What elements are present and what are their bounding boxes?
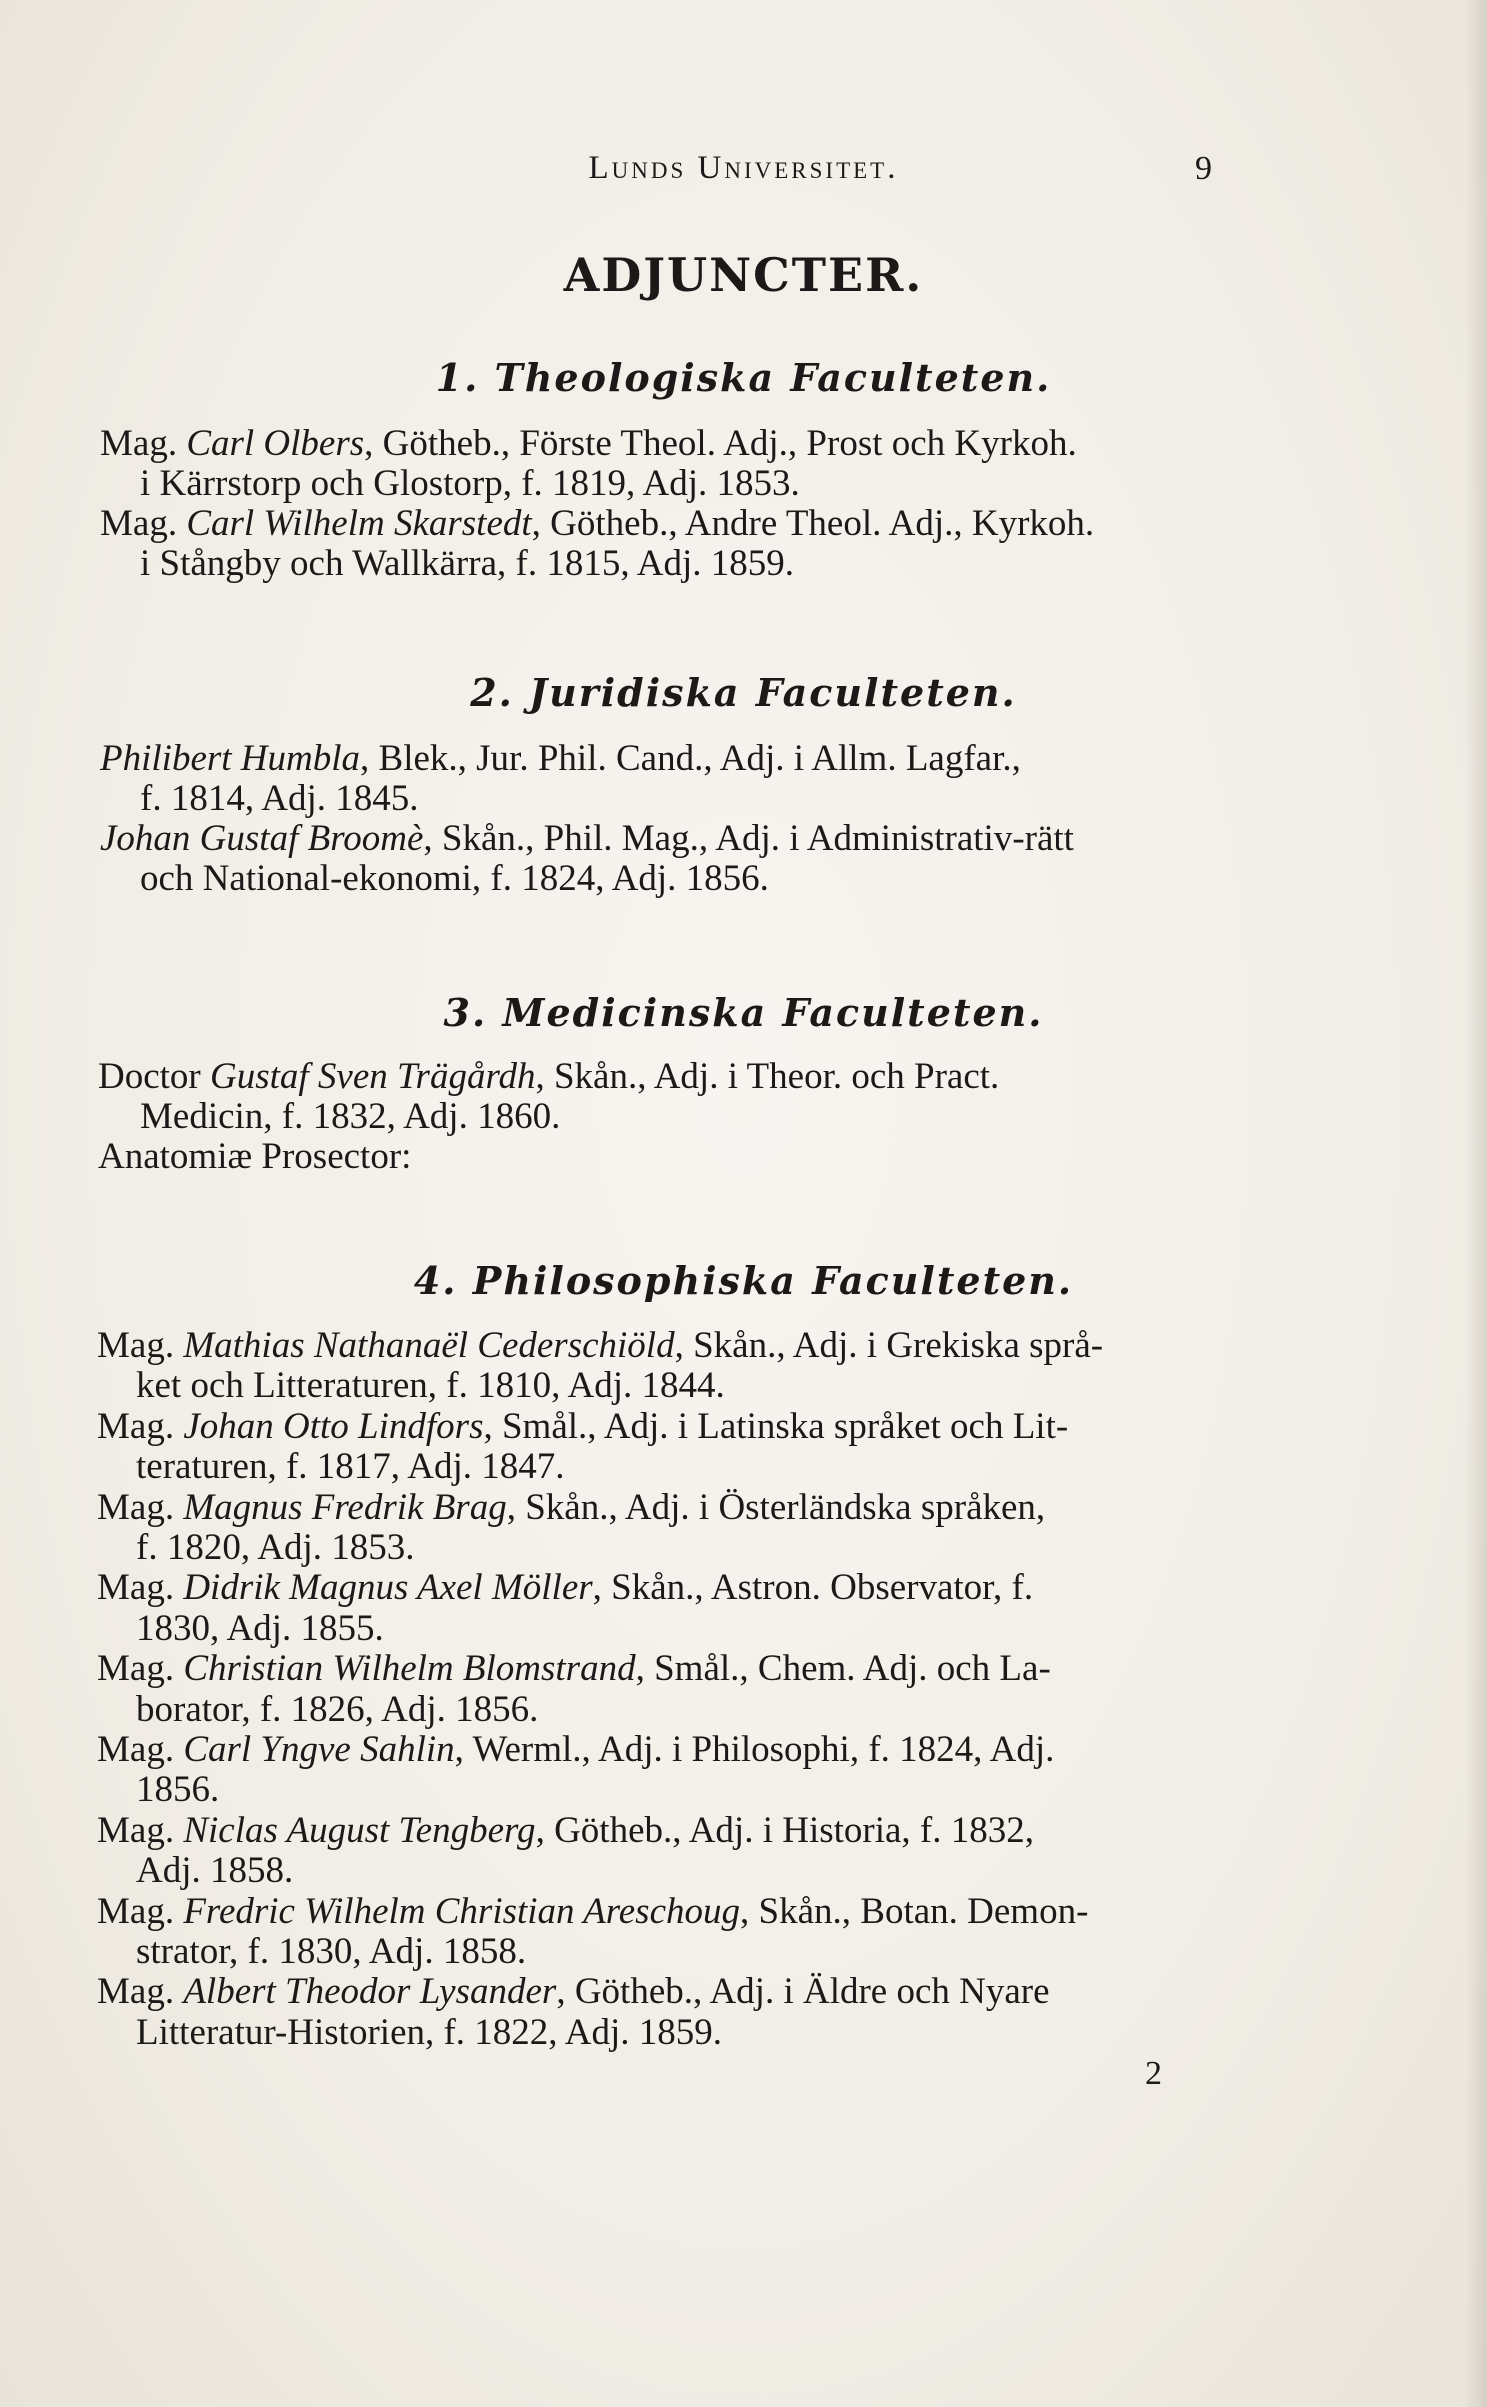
entry-line [136, 1448, 565, 1485]
entry-text: strator, f. 1830, Adj. 1858. [136, 1931, 527, 1972]
section-heading: 3. Medicinska Faculteten. [443, 990, 1044, 1035]
person-name: Didrik Magnus Axel Möller [183, 1567, 593, 1608]
entry-line [97, 1650, 1051, 1687]
entry-line [97, 1327, 1103, 1364]
entry-line [136, 1367, 725, 1404]
entry-line [97, 1812, 1034, 1849]
entry-line [98, 1138, 411, 1175]
entry-line [136, 1691, 538, 1728]
entry-text: 1830, Adj. 1855. [136, 1608, 384, 1649]
entry-text: , Götheb., Andre Theol. Adj., Kyrkoh. [531, 503, 1095, 544]
entry-line [140, 545, 794, 582]
entry-prefix: Mag. [97, 1487, 184, 1528]
person-name: Philibert Humbla [100, 738, 361, 779]
entry-line [97, 1893, 1088, 1930]
entry-text: , Skån., Adj. i Grekiska språ- [674, 1325, 1104, 1366]
entry-prefix: Mag. [100, 503, 187, 544]
entry-line [97, 1731, 1054, 1768]
entry-line [100, 505, 1094, 542]
entry-text: , Götheb., Adj. i Äldre och Nyare [556, 1971, 1050, 2012]
entry-line [136, 1771, 219, 1808]
entry-prefix: Mag. [100, 423, 187, 464]
entry-prefix: Mag. [97, 1810, 184, 1851]
person-name: Magnus Fredrik Brag [183, 1487, 507, 1528]
running-head: Lunds Universitet. [588, 150, 899, 186]
section-heading: 1. Theologiska Faculteten. [435, 355, 1052, 400]
entry-text: teraturen, f. 1817, Adj. 1847. [136, 1446, 565, 1487]
entry-line [140, 860, 769, 897]
entry-text: , Skån., Adj. i Österländska språken, [506, 1487, 1046, 1528]
entry-text: , Smål., Chem. Adj. och La- [635, 1648, 1051, 1689]
entry-text: , Skån., Adj. i Theor. och Pract. [535, 1056, 1000, 1097]
entry-line [97, 1489, 1045, 1526]
entry-text: , Götheb., Adj. i Historia, f. 1832, [535, 1810, 1034, 1851]
entry-line [136, 1529, 415, 1566]
entry-text: Medicin, f. 1832, Adj. 1860. [140, 1096, 561, 1137]
entry-text: 1856. [136, 1769, 220, 1810]
main-heading: ADJUNCTER. [563, 248, 924, 302]
person-name: Carl Olbers [186, 423, 365, 464]
person-name: Fredric Wilhelm Christian Areschoug [183, 1891, 741, 1932]
entry-line [100, 740, 1021, 777]
entry-text: , Skån., Phil. Mag., Adj. i Administrativ-rätt [423, 818, 1074, 859]
section-heading: 2. Juridiska Faculteten. [470, 670, 1017, 715]
entry-line [136, 1610, 384, 1647]
entry-line [97, 1569, 1033, 1606]
entry-line [136, 2014, 722, 2051]
entry-text: Litteratur-Historien, f. 1822, Adj. 1859. [136, 2012, 723, 2053]
person-name: Christian Wilhelm Blomstrand [183, 1648, 636, 1689]
entry-line [140, 780, 419, 817]
entry-prefix: Mag. [97, 1891, 184, 1932]
entry-text: borator, f. 1826, Adj. 1856. [136, 1689, 539, 1730]
person-name: Carl Wilhelm Skarstedt [186, 503, 532, 544]
person-name: Johan Otto Lindfors [183, 1406, 484, 1447]
entry-text: ket och Litteraturen, f. 1810, Adj. 1844. [136, 1365, 725, 1406]
entry-line [140, 465, 800, 502]
entry-text: f. 1814, Adj. 1845. [140, 778, 419, 819]
entry-line [140, 1098, 560, 1135]
entry-line [100, 820, 1074, 857]
entry-prefix: Mag. [97, 1971, 184, 2012]
section-heading: 4. Philosophiska Faculteten. [413, 1258, 1074, 1303]
entry-text: , Smål., Adj. i Latinska språket och Lit- [483, 1406, 1069, 1447]
entry-line [100, 425, 1077, 462]
person-name: Gustaf Sven Trägårdh [210, 1056, 536, 1097]
entry-text: f. 1820, Adj. 1853. [136, 1527, 415, 1568]
entry-text: i Kärrstorp och Glostorp, f. 1819, Adj. 1853. [140, 463, 800, 504]
entry-line [97, 1408, 1068, 1445]
entry-text: , Skån., Astron. Observator, f. [592, 1567, 1034, 1608]
person-name: Niclas August Tengberg [183, 1810, 536, 1851]
entry-text: , Skån., Botan. Demon- [740, 1891, 1089, 1932]
entry-text: , Werml., Adj. i Philosophi, f. 1824, Adj. [454, 1729, 1055, 1770]
person-name: Johan Gustaf Broomè [100, 818, 424, 859]
person-name: Mathias Nathanaël Cederschiöld [183, 1325, 675, 1366]
entry-text: , Blek., Jur. Phil. Cand., Adj. i Allm. Lagfar., [360, 738, 1021, 779]
entry-text: , Götheb., Förste Theol. Adj., Prost och Kyrkoh. [364, 423, 1077, 464]
entry-text: Anatomiæ Prosector: [98, 1136, 412, 1177]
entry-line [98, 1058, 999, 1095]
entry-line [136, 1933, 526, 1970]
printer-signature: 2 [1145, 2055, 1162, 2092]
entry-prefix: Mag. [97, 1325, 184, 1366]
entry-line [97, 1973, 1050, 2010]
person-name: Carl Yngve Sahlin [183, 1729, 455, 1770]
person-name: Albert Theodor Lysander [183, 1971, 557, 2012]
page-number: 9 [1195, 150, 1212, 187]
entry-text: och National-ekonomi, f. 1824, Adj. 1856. [140, 858, 769, 899]
entry-prefix: Mag. [97, 1406, 184, 1447]
entry-prefix: Doctor [98, 1056, 210, 1097]
entry-prefix: Mag. [97, 1567, 184, 1608]
entry-text: i Stångby och Wallkärra, f. 1815, Adj. 1859. [140, 543, 795, 584]
entry-prefix: Mag. [97, 1648, 184, 1689]
entry-prefix: Mag. [97, 1729, 184, 1770]
entry-line [136, 1852, 293, 1889]
entry-text: Adj. 1858. [136, 1850, 294, 1891]
